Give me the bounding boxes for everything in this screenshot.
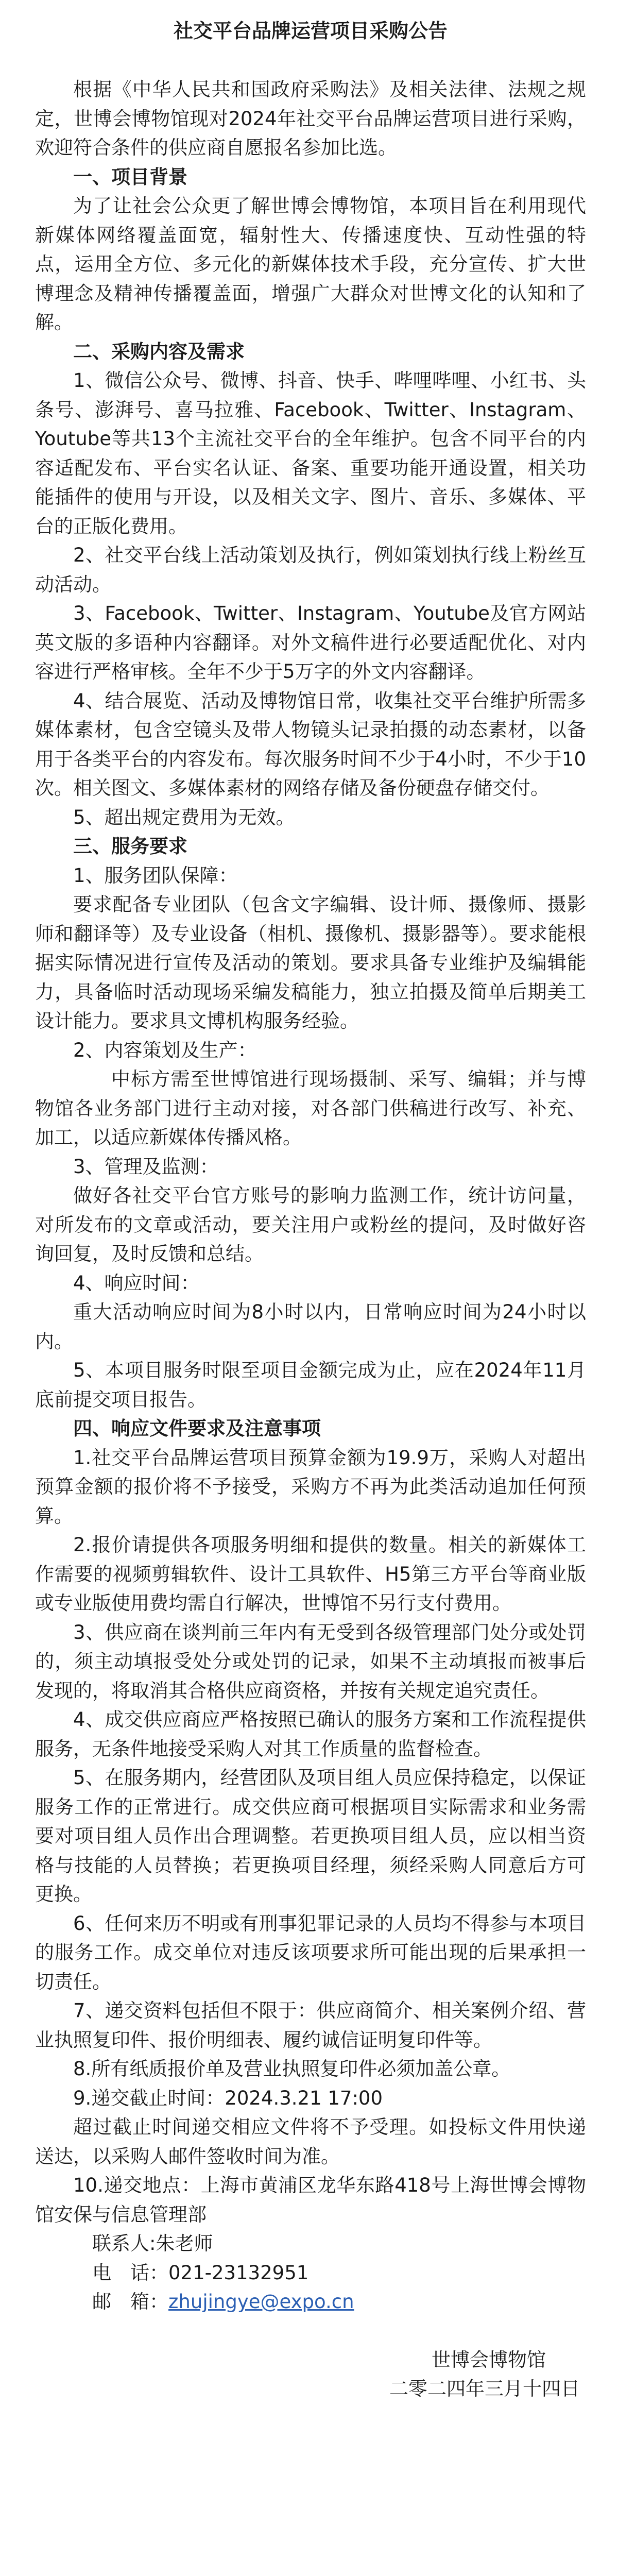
contact-email xyxy=(35,2287,586,2317)
service-paragraph: 重大活动响应时间为8小时以内，日常响应时间为24小时以内。 xyxy=(35,1301,586,1352)
procurement-item: 4、结合展览、活动及博物馆日常，收集社交平台维护所需多媒体素材，包含空镜头及带人物镜头记录拍摄的动态素材，以备用于各类平台的内容发布。每次服务时间不少于4小时，不少于10次。相关图文、多媒体素材的网络存储及备份硬盘存储交付。 xyxy=(35,689,586,799)
requirement-item: 6、任何来历不明或有刑事犯罪记录的人员均不得参与本项目的服务工作。成交单位对违反该项要求所可能出现的后果承担一切责任。 xyxy=(35,1912,586,1993)
contact-phone xyxy=(35,2259,586,2288)
section-heading-background: 一、项目背景 xyxy=(73,165,187,188)
procurement-item: 5、超出规定费用为无效。 xyxy=(73,806,295,828)
service-subtitle: 3、管理及监测： xyxy=(73,1155,219,1178)
procurement-item: 3、Facebook、Twitter、Instagram、Youtube及官方网站英文版的多语种内容翻译。对外文稿件进行必要适配优化、对内容进行严格审核。全年不少于5万字的外文内容翻译。 xyxy=(35,602,586,683)
phone-label: 电 话： xyxy=(92,2261,168,2284)
requirement-item: 5、在服务期内，经营团队及项目组人员应保持稳定，以保证服务工作的正常进行。成交供应商可根据项目实际需求和业务需要对项目组人员作出合理调整。若更换项目组人员，应以相当资格与技能的人员替换；若更换项目经理，须经采购人同意后方可更换。 xyxy=(35,1767,586,1905)
requirement-item: 3、供应商在谈判前三年内有无受到各级管理部门处分或处罚的，须主动填报受处分或处罚的记录，如果不主动填报而被事后发现的，将取消其合格供应商资格，并按有关规定追究责任。 xyxy=(35,1621,586,1702)
phone-number: 021-23132951 xyxy=(168,2261,309,2284)
intro-paragraph: 根据《中华人民共和国政府采购法》及相关法律、法规之规定，世博会博物馆现对2024年社交平台品牌运营项目进行采购，欢迎符合条件的供应商自愿报名参加比选。 xyxy=(35,78,586,159)
service-item: 5、本项目服务时限至项目金额完成为止，应在2024年11月底前提交项目报告。 xyxy=(35,1359,586,1411)
section-heading-service: 三、服务要求 xyxy=(73,835,187,857)
requirement-item: 10.递交地点：上海市黄浦区龙华东路418号上海世博会博物馆安保与信息管理部 xyxy=(35,2174,586,2226)
contact-person: 联系人:朱老师 xyxy=(92,2232,213,2255)
requirement-item: 2.报价请提供各项服务明细和提供的数量。相关的新媒体工作需要的视频剪辑软件、设计工具软件、H5第三方平台等商业版或专业版使用费均需自行解决，世博馆不另行支付费用。 xyxy=(35,1534,586,1614)
signature-date: 二零二四年三月十四日 xyxy=(389,2378,580,2400)
requirement-item: 7、递交资料包括但不限于：供应商简介、相关案例介绍、营业执照复印件、报价明细表、履约诚信证明复印件等。 xyxy=(35,1999,586,2051)
service-subtitle: 1、服务团队保障： xyxy=(73,864,238,887)
email-label: 邮 箱： xyxy=(92,2291,168,2313)
requirement-item: 8.所有纸质报价单及营业执照复印件必须加盖公章。 xyxy=(73,2058,511,2080)
service-subtitle: 2、内容策划及生产： xyxy=(73,1039,257,1061)
procurement-item: 1、微信公众号、微博、抖音、快手、哔哩哔哩、小红书、头条号、澎湃号、喜马拉雅、Facebook、Twitter、Instagram、Youtube等共13个主流社交平台的全年维护。包含不同平台的内容适配发布、平台实名认证、备案、重要功能开通设置，相关功能插件的使用与开设，以及相关文字、图片、音乐、多媒体、平台的正版化费用。 xyxy=(35,369,586,537)
background-paragraph: 为了让社会公众更了解世博会博物馆，本项目旨在利用现代新媒体网络覆盖面宽，辐射性大、传播速度快、互动性强的特点，运用全方位、多元化的新媒体技术手段，充分宣传、扩大世博理念及精神传播覆盖面，增强广大群众对世博文化的认知和了解。 xyxy=(35,195,586,333)
service-paragraph: 中标方需至世博馆进行现场摄制、采写、编辑；并与博物馆各业务部门进行主动对接，对各部门供稿进行改写、补充、加工，以适应新媒体传播风格。 xyxy=(35,1068,586,1148)
requirement-item: 超过截止时间递交相应文件将不予受理。如投标文件用快递送达，以采购人邮件签收时间为准。 xyxy=(35,2116,586,2167)
procurement-item: 2、社交平台线上活动策划及执行，例如策划执行线上粉丝互动活动。 xyxy=(35,544,586,596)
section-heading-procurement: 二、采购内容及需求 xyxy=(73,340,245,363)
service-subtitle: 4、响应时间： xyxy=(73,1272,200,1294)
section-heading-requirements: 四、响应文件要求及注意事项 xyxy=(73,1417,321,1439)
requirement-item: 9.递交截止时间：2024.3.21 17:00 xyxy=(73,2087,383,2109)
signature-org: 世博会博物馆 xyxy=(432,2348,546,2371)
document-title: 社交平台品牌运营项目采购公告 xyxy=(173,20,448,42)
email-link[interactable]: zhujingye@expo.cn xyxy=(168,2291,354,2313)
service-paragraph: 要求配备专业团队（包含文字编辑、设计师、摄像师、摄影师和翻译等）及专业设备（相机、摄像机、摄影器等）。要求能根据实际情况进行宣传及活动的策划。要求具备专业维护及编辑能力，具备临时活动现场采编发稿能力，独立拍摄及简单后期美工设计能力。要求具文博机构服务经验。 xyxy=(35,893,586,1032)
requirement-item: 1.社交平台品牌运营项目预算金额为19.9万，采购人对超出预算金额的报价将不予接受，采购方不再为此类活动追加任何预算。 xyxy=(35,1446,586,1527)
requirement-item: 4、成交供应商应严格按照已确认的服务方案和工作流程提供服务，无条件地接受采购人对其工作质量的监督检查。 xyxy=(35,1708,586,1760)
service-paragraph: 做好各社交平台官方账号的影响力监测工作，统计访问量，对所发布的文章或活动，要关注用户或粉丝的提问，及时做好咨询回复，及时反馈和总结。 xyxy=(35,1184,586,1265)
